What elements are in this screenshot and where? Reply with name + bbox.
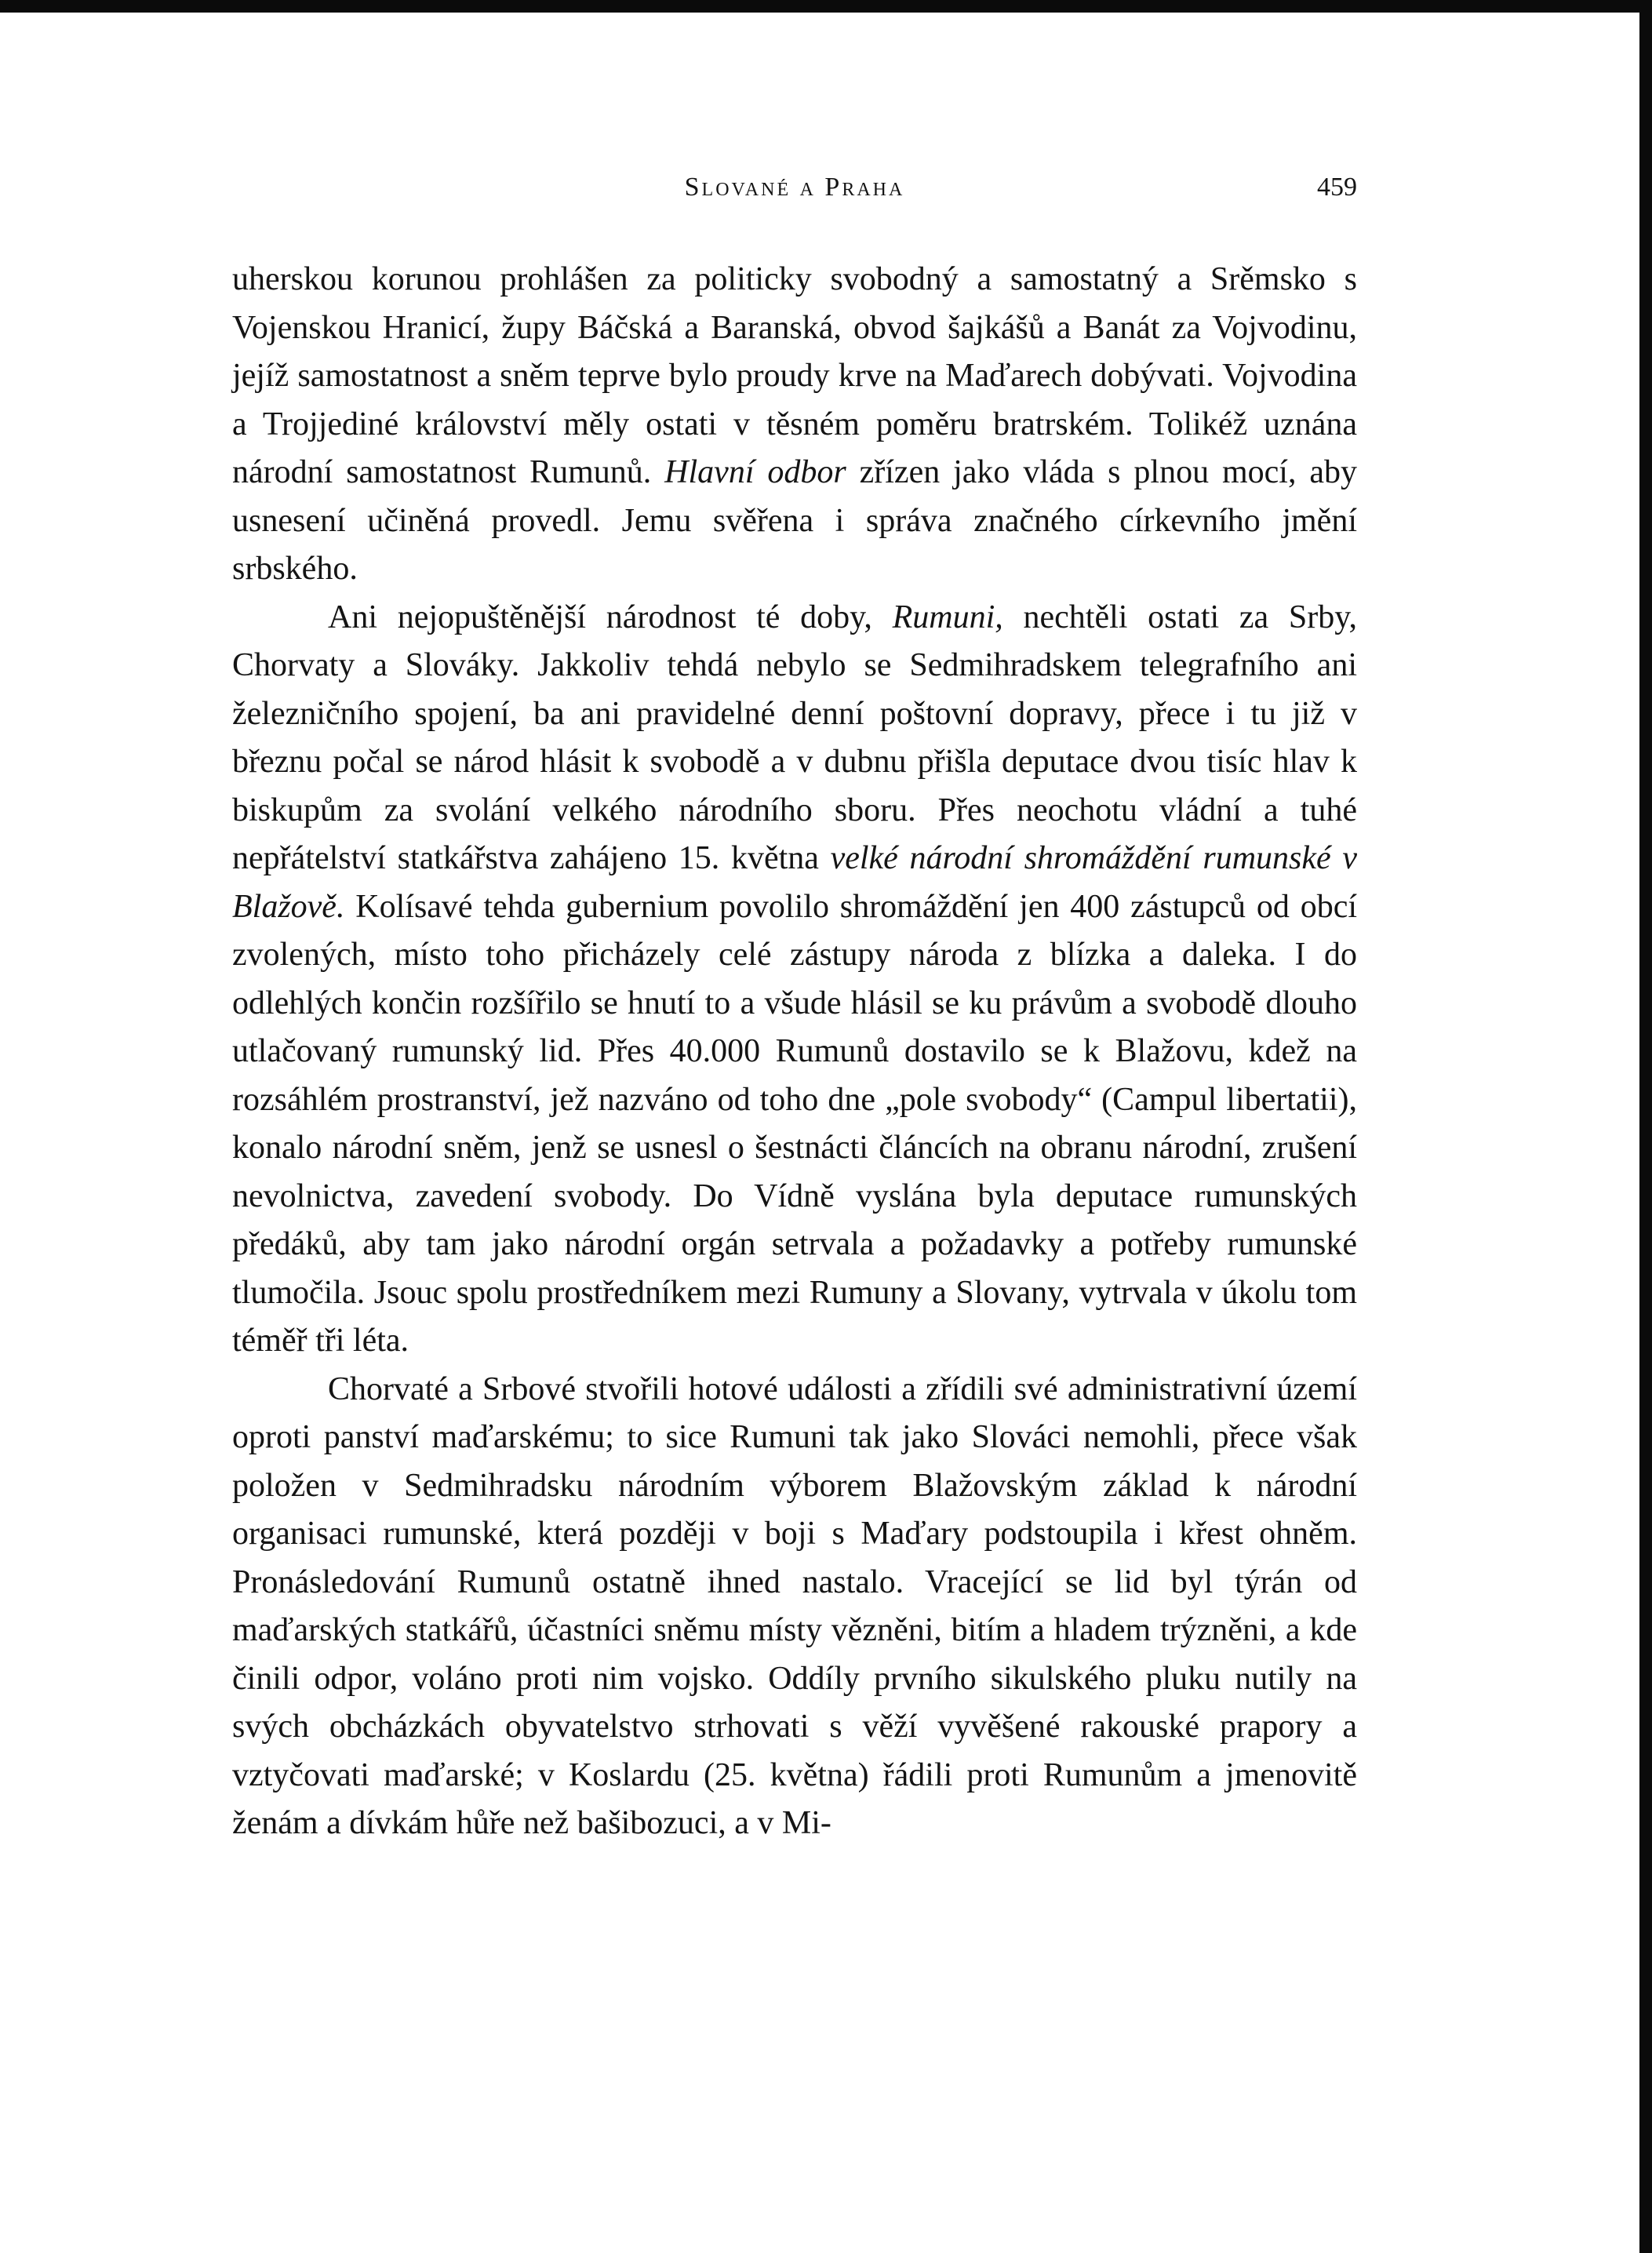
scan-border-top bbox=[0, 0, 1652, 13]
text-run: uherskou korunou prohlášen za politicky svobodný a samostatný a Srěmsko s Vojenskou Hranicí, župy Báčská a Baranská, obvod šajkášů a Banát za Vojvodinu, jejíž samostatnost a sněm teprve bylo proudy krve na Maďarech dobývati. Vojvodina a Trojjediné království měly ostati v těsném poměru bratrském. Tolikéž uznána národní samostatnost Rumunů. bbox=[232, 261, 1357, 490]
running-title: Slované a Praha bbox=[684, 173, 905, 202]
text-run: zřízen jako vláda s plnou mocí, aby usnesení učiněná provedl. Jemu svěřena i správa značného církevního jmění srbského. bbox=[232, 454, 1357, 587]
scan-border-right bbox=[1639, 0, 1652, 2253]
page-number: 459 bbox=[1317, 173, 1357, 202]
paragraph-2 bbox=[232, 594, 1357, 1366]
italic-phrase: velké národní shromáždění rumunské v Blažově. bbox=[232, 840, 1357, 925]
body-text bbox=[232, 256, 1357, 1848]
italic-phrase: Rumuni, bbox=[892, 599, 1003, 635]
running-head bbox=[232, 157, 1357, 204]
text-run: Kolísavé tehda gubernium povolilo shromáždění jen 400 zástupců od obcí zvolených, místo toho přicházely celé zástupy národa z blízka a daleka. I do odlehlých končin rozšířilo se hnutí to a všude hlásil se ku právům a svobodě dlouho utlačovaný rumunský lid. Přes 40.000 Rumunů dostavilo se k Blažovu, kdež na rozsáhlém prostranství, jež nazváno od toho dne „pole svobody“ (Campul libertatii), konalo národní sněm, jenž se usnesl o šestnácti článcích na obranu národní, zrušení nevolnictva, zavedení svobody. Do Vídně vyslána byla deputace rumunských předáků, aby tam jako národní orgán setrvala a požadavky a potřeby rumunské tlumočila. Jsouc spolu prostředníkem mezi Rumuny a Slovany, vytrvala v úkolu tom téměř tři léta. bbox=[232, 888, 1357, 1359]
text-run: Chorvaté a Srbové stvořili hotové události a zřídili své administrativní území oproti panství maďarskému; to sice Rumuni tak jako Slováci nemohli, přece však položen v Sedmihradsku národním výborem Blažovským základ k národní organisaci rumunské, která později v boji s Maďary podstoupila i křest ohněm. Pronásledování Rumunů ostatně ihned nastalo. Vracející se lid byl týrán od maďarských statkářů, účastníci sněmu místy vězněni, bitím a hladem trýzněni, a kde činili odpor, voláno proti nim vojsko. Oddíly prvního sikulského pluku nutily na svých obcházkách obyvatelstvo strhovati s věží vyvěšené rakouské prapory a vztyčovati maďarské; v Koslardu (25. května) řádili proti Rumunům a jmenovitě ženám a dívkám hůře než bašibozuci, a v Mi- bbox=[232, 1370, 1357, 1841]
text-run: Ani nejopuštěnější národnost té doby, bbox=[328, 599, 893, 635]
paragraph-3 bbox=[232, 1366, 1357, 1848]
paragraph-1 bbox=[232, 256, 1357, 594]
italic-phrase: Hlavní odbor bbox=[664, 454, 846, 490]
text-run: nechtěli ostati za Srby, Chorvaty a Slováky. Jakkoliv tehdá nebylo se Sedmihradskem telegrafního ani železničního spojení, ba ani pravidelné denní poštovní dopravy, přece i tu již v březnu počal se národ hlásit k svobodě a v dubnu přišla deputace dvou tisíc hlav k biskupům za svolání velkého národního sboru. Přes neochotu vládní a tuhé nepřátelství statkářstva zahájeno 15. května bbox=[232, 599, 1358, 876]
book-page bbox=[232, 157, 1357, 1848]
